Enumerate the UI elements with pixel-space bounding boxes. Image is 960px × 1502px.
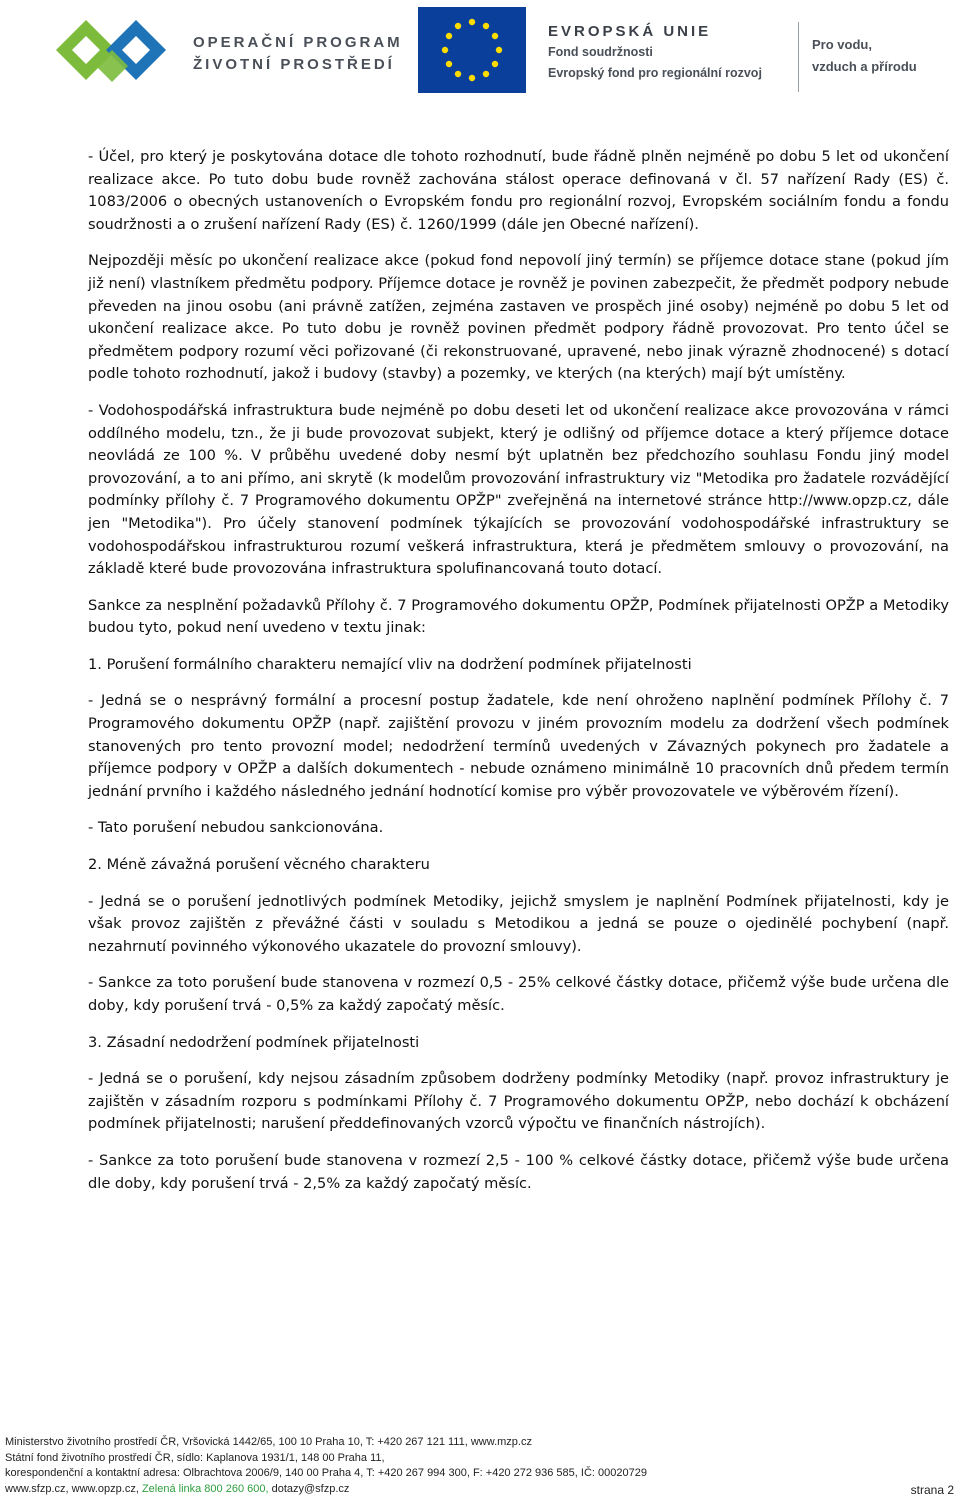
eu-line1: Fond soudržnosti (548, 45, 653, 59)
page-footer (0, 1435, 960, 1502)
footer-websites[interactable]: www.sfzp.cz, www.opzp.cz, (5, 1482, 139, 1495)
heading-major-breach: 3. Zásadní nedodržení podmínek přijatelnosti (88, 1033, 420, 1051)
footer-email[interactable]: dotazy@sfzp.cz (271, 1482, 350, 1495)
slogan-line2: vzduch a přírodu (812, 59, 917, 74)
paragraph-sanctions-intro: Sankce za nesplnění požadavků Přílohy č. 7 Programového dokumentu OPŽP, Podmínek přijatelnosti OPŽP a Metodiky budou tyto, pokud není uvedeno v textu jinak: (88, 596, 949, 637)
op-zp-title (193, 32, 403, 76)
paragraph-minor-sanction: - Sankce za toto porušení bude stanovena v rozmezí 0,5 - 25% celkové částky dotace, přičemž výše bude určena dle doby, kdy porušení trvá - 0,5% za každý započatý měsíc. (88, 974, 949, 1014)
footer-line3: korespondenční a kontaktní adresa: Olbrachtova 2006/9, 140 00 Praha 4, T: +420 267 994 300, F: +420 272 936 585, IČ: 00020729 (5, 1467, 647, 1479)
paragraph-no-sanction: - Tato porušení nebudou sankcionována. (88, 819, 384, 837)
op-title-line2: ŽIVOTNÍ PROSTŘEDÍ (193, 56, 395, 73)
paragraph-purpose: - Účel, pro který je poskytována dotace dle tohoto rozhodnutí, bude řádně plněn nejméně po dobu 5 let od ukončení realizace akce. Po tuto dobu bude rovněž zachována stálost operace definovaná v čl. 57 nařízení Rady (ES) č. 1083/2006 o obecných ustanoveních o Evropském fondu pro regionální rozvoj, Evropském sociálním fondu a fondu soudržnosti a o zrušení nařízení Rady (ES) č. 1260/1999 (dále jen Obecné nařízení). (88, 148, 949, 233)
slogan (812, 34, 917, 78)
heading-minor-breach: 2. Méně závažná porušení věcného charakteru (88, 856, 430, 874)
op-title-line1: OPERAČNÍ PROGRAM (193, 34, 403, 51)
op-zp-logo-icon (52, 10, 182, 90)
paragraph-major-sanction: - Sankce za toto porušení bude stanovena v rozmezí 2,5 - 100 % celkové částky dotace, přičemž výše bude určena dle doby, kdy porušení trvá - 2,5% za každý započatý měsíc. (88, 1151, 949, 1192)
paragraph-minor-breach: - Jedná se o porušení jednotlivých podmínek Metodiky, jejichž smyslem je naplnění Podmínek přijatelnosti, kdy je však provoz zajištěn z převážné části v souladu s Metodikou a jedná se pouze o ojedinělé pochybení (např. nezahrnutí povinného výkonového ukazatele do provozní smlouvy). (88, 892, 949, 955)
heading-formal-breach: 1. Porušení formálního charakteru nemající vliv na dodržení podmínek přijatelnosti (88, 655, 692, 673)
document-body (88, 146, 949, 1209)
eu-flag-icon (418, 7, 526, 93)
paragraph-water-infrastructure: - Vodohospodářská infrastruktura bude nejméně po dobu deseti let od ukončení realizace akce provozována v rámci oddílného modelu, tzn., že ji bude provozovat subjekt, který je odlišný od příjemce dotace a který příjemce dotace neovládá ze 100 %. V průběhu uvedené doby nesmí být uplatněn bez předchozího souhlasu Fondu jiný model provozování, a to ani přímo, ani skrytě (k modelům provozování infrastruktury viz "Metodika pro žadatele rozvádějící podmínky přílohy č. 7 Programového dokumentu OPŽP" zveřejněná na internetové stránce http://www.opzp.cz, dále jen "Metodika"). Pro účely stanovení podmínek týkajících se provozování vodohospodářské infrastruktury se vodohospodářskou infrastrukturou rozumí veškerá infrastruktura, která je předmětem smlouvy o provozování, na základě které bude provozována infrastruktura spolufinancovaná touto dotací. (88, 401, 949, 578)
eu-title: EVROPSKÁ UNIE (548, 23, 712, 40)
page-header (0, 0, 960, 110)
eu-text (548, 22, 762, 84)
header-divider (798, 22, 799, 92)
footer-line1: Ministerstvo životního prostředí ČR, Vršovická 1442/65, 100 10 Praha 10, T: +420 267 121 111, www.mzp.cz (5, 1436, 532, 1448)
paragraph-major-breach: - Jedná se o porušení, kdy nejsou zásadním způsobem dodrženy podmínky Metodiky (např. provoz infrastruktury je zajištěn v zásadním rozporu s podmínkami Přílohy č. 7 Programového dokumentu OPŽP, nebo dochází k obcházení podmínek přijatelnosti; narušení předdefinovaných vzorců výpočtu ve finančních nástrojích). (88, 1070, 949, 1133)
page-number: strana 2 (910, 1483, 954, 1497)
footer-line4 (5, 1482, 647, 1498)
eu-line2: Evropský fond pro regionální rozvoj (548, 66, 762, 80)
paragraph-formal-breach: - Jedná se o nesprávný formální a procesní postup žadatele, kde není ohroženo naplnění podmínek Přílohy č. 7 Programového dokumentu OPŽP (např. zajištění provozu v jiném provozním modelu za dodržení všech podmínek stanovených pro tento provozní model; nedodržení termínů uvedených v Závazných pokynech pro žadatele a příjemce podpory v OPŽP a dalších dokumentech - nebude oznámeno minimálně 10 pracovních dnů předem termín jednání prvního i každého následného jednání hodnotící komise pro výběr provozovatele ve výběrovém řízení). (88, 692, 949, 800)
paragraph-ownership: Nejpozději měsíc po ukončení realizace akce (pokud fond nepovolí jiný termín) se příjemce dotace stane (pokud jím již není) vlastníkem předmětu podpory. Příjemce dotace je rovněž je povinen zabezpečit, že předmět podpory nebude převeden na jinou osobu (ani právně zatížen, zejména zastaven ve prospěch jiné osoby) nejméně po dobu 5 let od ukončení realizace akce. Po tuto dobu je rovněž povinen předmět podpory řádně provozovat. Pro tento účel se předmětem podpory rozumí věci pořizované (či rekonstruované, upravené, nebo jinak výrazně zhodnocené) s dotací podle tohoto rozhodnutí, jakož i budovy (stavby) a pozemky, ve kterých (na kterých) mají být umístěny. (88, 252, 949, 383)
slogan-line1: Pro vodu, (812, 37, 872, 52)
footer-green-line: Zelená linka 800 260 600, (141, 1482, 269, 1495)
footer-line2: Státní fond životního prostředí ČR, sídlo: Kaplanova 1931/1, 148 00 Praha 11, (5, 1451, 385, 1464)
